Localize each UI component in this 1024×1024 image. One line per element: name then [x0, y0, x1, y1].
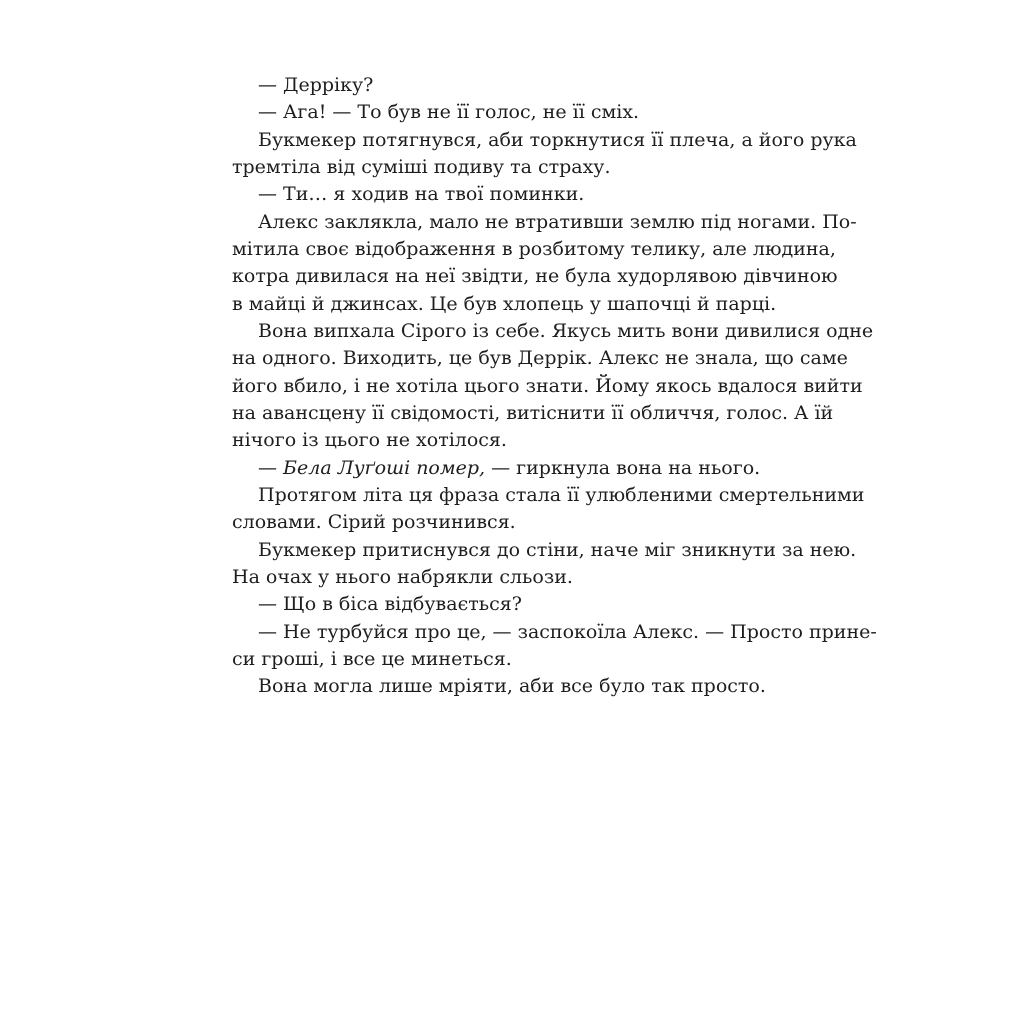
text-line: Протягом літа ця фраза стала її улюбленими смертельними	[258, 483, 865, 506]
text-line: нічого із цього не хотілося.	[232, 429, 507, 452]
text-line: На очах у нього набрякли сльози.	[232, 565, 573, 588]
text-line	[232, 455, 830, 482]
text-line: словами. Сірий розчинився.	[232, 511, 516, 534]
text-line: на авансцену її свідомості, витіснити її обличчя, голос. А їй	[232, 401, 834, 424]
text-line: Вона випхала Сірого із себе. Якусь мить вони дивилися одне	[258, 319, 874, 342]
text-line: — Не турбуйся про це, — заспокоїла Алекс. — Просто прине-	[258, 620, 877, 643]
text-line: Букмекер потягнувся, аби торкнутися її плеча, а його рука	[258, 128, 857, 151]
text-line: тремтіла від суміші подиву та страху.	[232, 155, 611, 178]
text-line: в майці й джинсах. Це був хлопець у шапочці й парці.	[232, 292, 777, 315]
text-line: — Ага! — То був не її голос, не її сміх.	[258, 101, 640, 124]
text-line: його вбило, і не хотіла цього знати. Йому якось вдалося вийти	[232, 374, 863, 397]
text-line: — Ти… я ходив на твої поминки.	[258, 183, 585, 206]
text-line: Алекс заклякла, мало не втративши землю під ногами. По-	[258, 210, 857, 233]
text-line: си гроші, і все це минеться.	[232, 647, 512, 670]
dialogue-dash: —	[258, 456, 284, 479]
text-line: Букмекер притиснувся до стіни, наче міг зникнути за нею.	[258, 538, 857, 561]
text-line: — Дерріку?	[258, 74, 374, 96]
text-line: на одного. Виходить, це був Деррік. Алекс не знала, що саме	[232, 347, 848, 370]
page-text	[232, 72, 877, 701]
italic-phrase: Бела Луґоші помер,	[283, 456, 486, 479]
text-line: Вона могла лише мріяти, аби все було так просто.	[258, 675, 766, 698]
text-line: — Що в біса відбувається?	[258, 593, 522, 616]
text-line: мітила своє відображення в розбитому телику, але людина,	[232, 237, 836, 260]
dialogue-tail: — гиркнула вона на нього.	[485, 456, 761, 479]
text-line: котра дивилася на неї звідти, не була худорлявою дівчиною	[232, 265, 838, 288]
